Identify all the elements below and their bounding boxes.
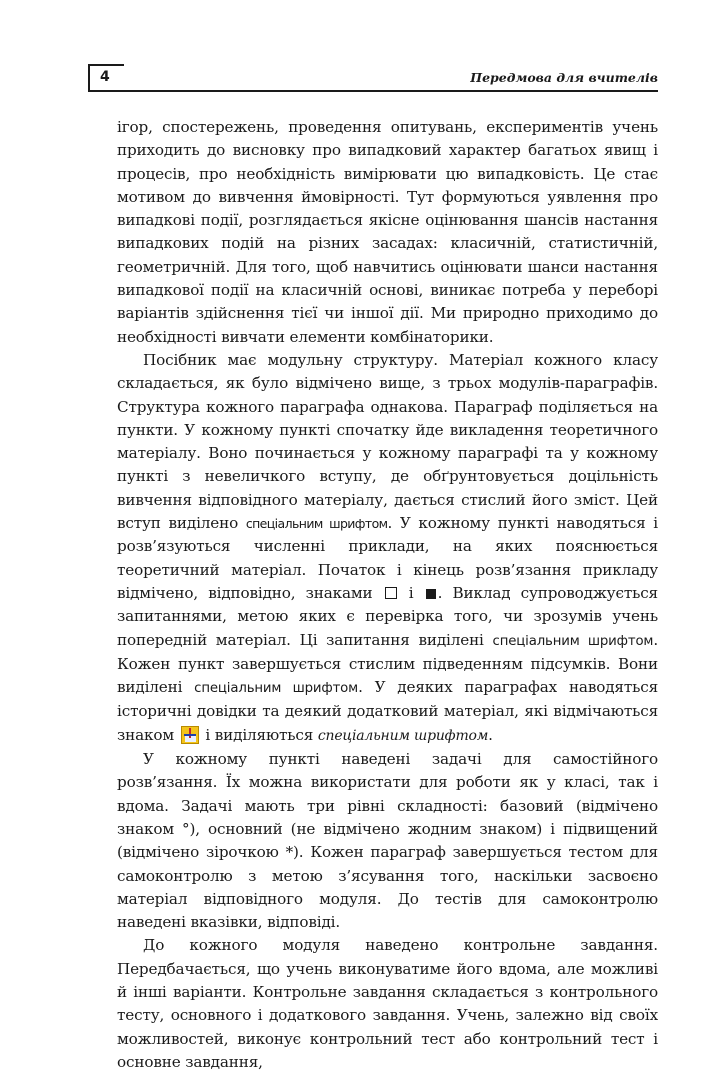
p2-text-d: і bbox=[398, 583, 424, 602]
paragraph-1: ігор, спостережень, проведення опитувань, експериментів учень приходить до висновку про випадковий характер багатьох явищ і процесів, про необхідність вимірювати цю випадковість. Це стає мотивом до вивчення ймовірності. Тут формуються уявлення про випадкові події, розглядається якісне оцінювання шансів настання випадкових подій на різних засадах: класичній, статистичній, геометричній. Для того, щоб навчитись оцінювати шанси настання випадкової події на класичній основі, виникає потреба у переборі варіантів здійснення тієї чи іншої дії. Ми природно приходимо до необхідності вивчати елементи комбінаторики. bbox=[117, 118, 658, 346]
page-number: 4 bbox=[100, 69, 110, 85]
filled-square-icon bbox=[426, 589, 436, 599]
p2-text-a: Посібник має модульну структуру. Матеріал кожного класу складається, як було відмічено вище, з трьох модулів-параграфів. Структура кожного параграфа однакова. Параграф поділяється на пункти. У кожному пункті спочатку йде викладення теоретичного матеріалу. Воно починається у кожному параграфі та у кожному пункті з невеличкого вступу, де обґрунтовується доцільність вивчення відповідного матеріалу, дається стислий його зміст. Цей вступ виділено bbox=[117, 350, 658, 533]
body-text bbox=[117, 116, 658, 1074]
special-font-sample-4: спеціальним шрифтом bbox=[317, 727, 489, 744]
p2-text-g: . Кожен пункт завершується стислим підведенням підсумків. Вони виділені bbox=[117, 630, 658, 697]
paragraph-2 bbox=[117, 349, 658, 748]
marker-icon bbox=[181, 726, 199, 744]
p2-text-e: . Виклад супроводжується запитаннями, метою яких є перевірка того, чи зрозумів учень попередній матеріал. Ці запитання виділені bbox=[117, 583, 658, 649]
special-font-sample-3: спеціальним шрифтом bbox=[194, 681, 359, 697]
paragraph-3: У кожному пункті наведені задачі для самостійного розв’язання. Їх можна використати для роботи як у класі, так і вдома. Задачі мають три рівні складності: базовий (відмічено знаком °), основний (не відмічено жодним знаком) і підвищений (відмічено зірочкою *). Кожен параграф завершується тестом для самоконтролю з метою з’ясування того, наскільки засвоєно матеріал відповідного модуля. До тестів для самоконтролю наведені вказівки, відповіді. bbox=[117, 750, 658, 932]
header-rule bbox=[88, 90, 658, 92]
paragraph-4: До кожного модуля наведено контрольне завдання. Передбачається, що учень виконуватиме його вдома, але можливі й інші варіанти. Контрольне завдання складається з контрольного тесту, основного і додаткового завдання. Учень, залежно від своїх можливостей, виконує контрольний тест або контрольний тест і основне завдання, bbox=[117, 936, 658, 1071]
page-header bbox=[88, 64, 658, 92]
running-head-title: Передмова для вчителів bbox=[470, 70, 658, 85]
open-square-icon bbox=[385, 587, 397, 599]
special-font-sample-2: спеціальним шрифтом bbox=[492, 633, 654, 649]
p2-text-j: і виділяються bbox=[200, 725, 318, 744]
special-font-sample-1: спеціальним шрифтом bbox=[245, 516, 388, 532]
p2-text-l: . bbox=[488, 725, 493, 744]
p2-text-c: . У кожному пункті наводяться і розв’язуються численні приклади, на яких пояснюється теоретичний матеріал. Початок і кінець розв’язання прикладу відмічено, відповідно, знаками bbox=[117, 514, 659, 602]
p2-text-i: . У деяких параграфах наводяться історичні довідки та деякий додатковий матеріал, які відмічаються знаком bbox=[117, 678, 659, 744]
